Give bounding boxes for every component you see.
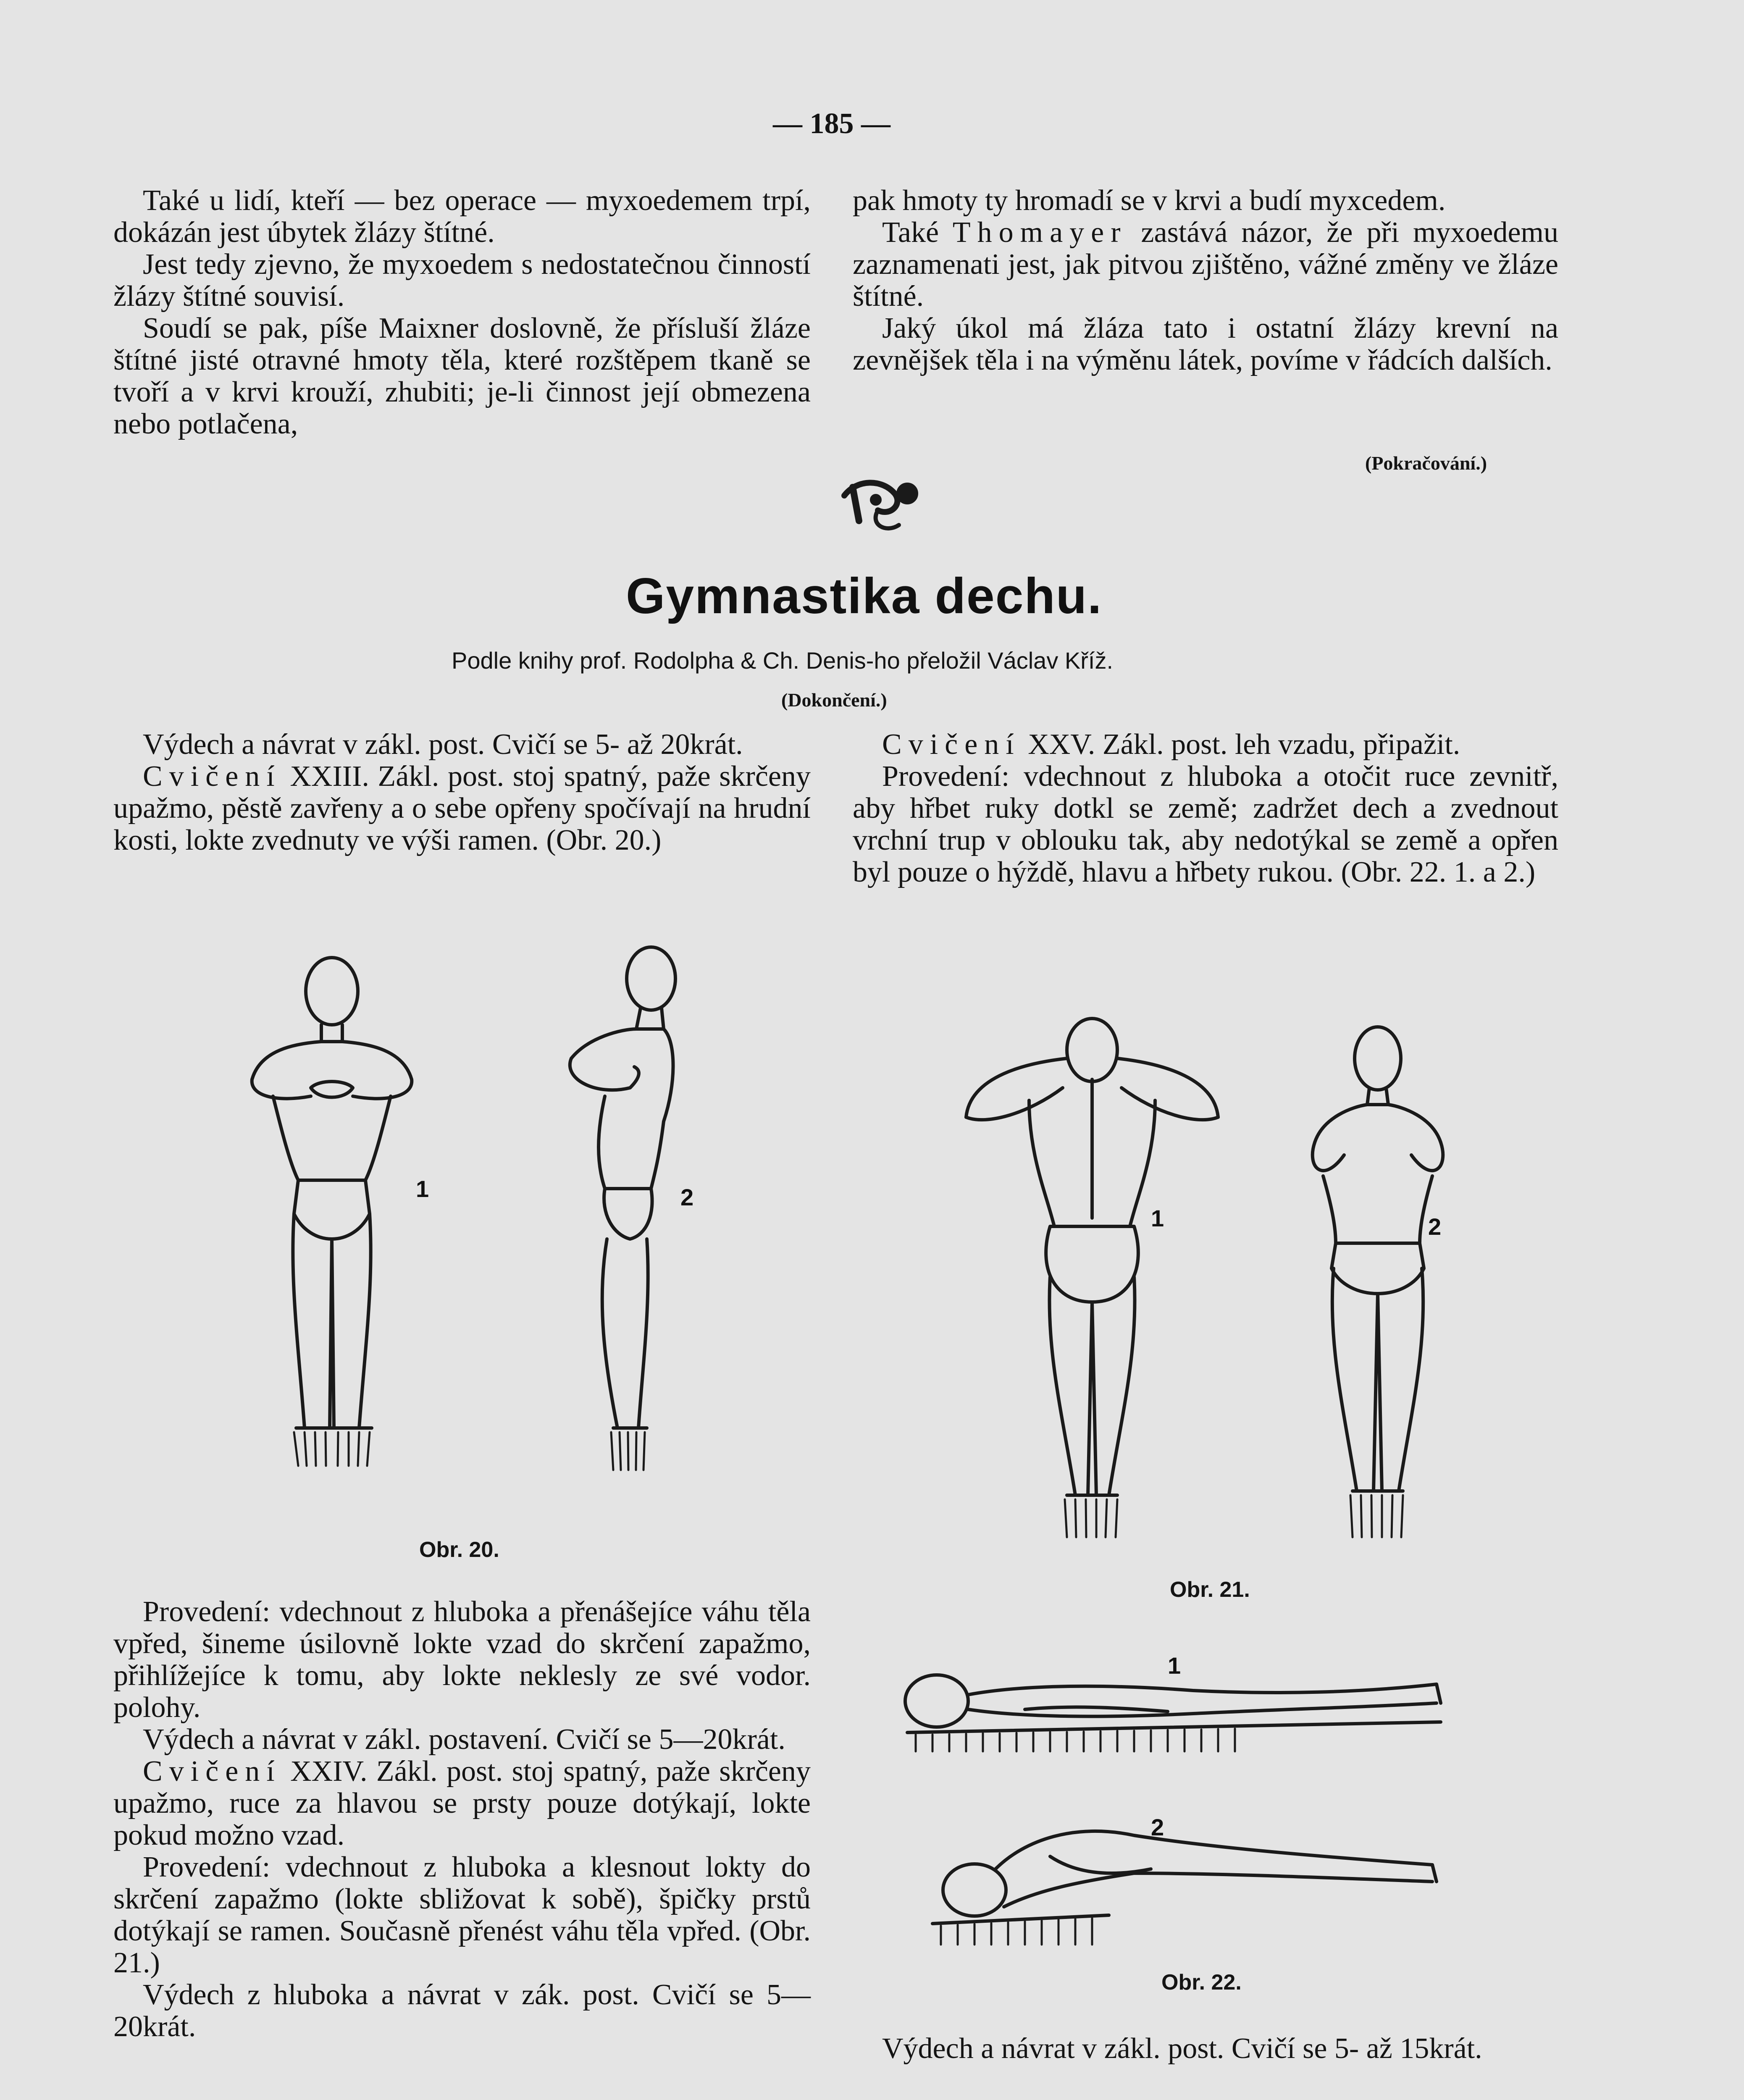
exercise-paragraph: Provedení: vdechnout z hluboka a otočit ruce zevnitř, aby hřbet ruky dotkl se země; zadržet dech a zvednout vrchní trup v oblouku tak, aby nedotýkal se země a opřen byl pouze o hýždě, hlavu a hřbety rukou. (Obr. 22. 1. a 2.) (853, 760, 1558, 888)
right-column-bottom (853, 2033, 1558, 2065)
exercise-label: Cvičení (143, 760, 281, 793)
exercise-paragraph (113, 761, 811, 856)
author-name: Thomayer (952, 216, 1127, 249)
figure-22-label-1: 1 (1168, 1652, 1181, 1679)
figure-21-label-2: 2 (1428, 1213, 1442, 1240)
left-column-bottom (113, 1596, 811, 2043)
figure-22-label-2: 2 (1151, 1814, 1164, 1840)
intro-text: Také (882, 216, 953, 249)
figure-21-illustration (953, 1016, 1479, 1562)
figure-21-label-1: 1 (1151, 1205, 1164, 1231)
intro-right-paragraph: Jaký úkol má žláza tato i ostatní žlázy krevní na zevnějšek těla i na výměnu látek, povíme v řádcích dalších. (853, 312, 1558, 376)
figure-22-arched (932, 1831, 1437, 1945)
figure-21-back-view (966, 1018, 1218, 1537)
intro-right-paragraph: pak hmoty ty hromadí se v krvi a budí myxcedem. (853, 184, 1446, 217)
intro-left-column (113, 185, 811, 440)
exercise-paragraph (853, 729, 1558, 761)
figure-22-lying-flat (905, 1675, 1441, 1751)
exercise-paragraph: Provedení: vdechnout z hluboka a přenášejíce váhu těla vpřed, šineme úsilovně lokte vzad do skrčení zapažmo, přihlížejíce k tomu, aby lokte neklesly ze své vodor. polohy. (113, 1596, 811, 1724)
exercise-paragraph: Výdech a návrat v zákl. postavení. Cvičí se 5—20krát. (143, 1723, 785, 1756)
right-column-top (853, 729, 1558, 888)
continued-note: (Pokračování.) (1365, 452, 1487, 474)
figure-21-front-view (1313, 1027, 1443, 1537)
intro-text: zastává názor, že při myxoedemu zaznamenati jest, jak pitvou zjištěno, vážné změny ve žláze štítné. (853, 216, 1558, 312)
exercise-paragraph: Výdech a návrat v zákl. post. Cvičí se 5- až 15krát. (882, 2032, 1482, 2065)
exercise-text: XXIV. Zákl. post. stoj spatný, paže skrčeny upažmo, ruce za hlavou se prsty pouze dotýkají, lokte pokud možno vzad. (113, 1755, 811, 1851)
figure-21-caption: Obr. 21. (1170, 1578, 1250, 1602)
figure-20-label-2: 2 (680, 1184, 694, 1210)
article-title: Gymnastika dechu. (626, 568, 1103, 624)
left-column-top (113, 729, 811, 856)
figure-20-illustration (227, 945, 731, 1533)
figure-20-front-view (252, 958, 412, 1466)
exercise-text: XXV. Zákl. post. leh vzadu, připažit. (1020, 728, 1460, 761)
exercise-paragraph: Výdech a návrat v zákl. post. Cvičí se 5- až 20krát. (143, 728, 743, 761)
page-number: — 185 — (773, 108, 890, 140)
intro-right-column (853, 185, 1558, 376)
figure-20-label-1: 1 (416, 1176, 429, 1202)
article-byline: Podle knihy prof. Rodolpha & Ch. Denis-ho přeložil Václav Kříž. (452, 647, 1113, 674)
fleuron-ornament (836, 470, 928, 538)
figure-22-illustration (899, 1652, 1466, 1957)
exercise-label: Cvičení (143, 1755, 281, 1788)
article-status: (Dokončení.) (781, 689, 887, 711)
exercise-paragraph: Výdech z hluboka a návrat v zák. post. Cvičí se 5—20krát. (113, 1979, 811, 2043)
intro-left-paragraph: Také u lidí, kteří — bez operace — myxoedemem trpí, dokázán jest úbytek žlázy štítné. (113, 184, 811, 249)
figure-20-caption: Obr. 20. (419, 1538, 499, 1562)
intro-left-paragraph: Jest tedy zjevno, že myxoedem s nedostatečnou činností žlázy štítné souvisí. (113, 248, 811, 312)
figure-20-side-view (570, 947, 675, 1470)
exercise-paragraph (113, 1756, 811, 1851)
exercise-paragraph: Provedení: vdechnout z hluboka a klesnout lokty do skrčení zapažmo (lokte sbližovat k sobě), špičky prstů dotýkají se ramen. Současně přenést váhu těla vpřed. (Obr. 21.) (113, 1851, 811, 1979)
figure-22-caption: Obr. 22. (1161, 1970, 1242, 1995)
exercise-label: Cvičení (882, 728, 1021, 761)
intro-left-paragraph: Soudí se pak, píše Maixner doslovně, že přísluší žláze štítné jisté otravné hmoty těla, které rozštěpem tkaně se tvoří a v krvi krouží, zhubiti; je-li činnost její obmezena nebo potlačena, (113, 312, 811, 440)
exercise-text: XXIII. Zákl. post. stoj spatný, paže skrčeny upažmo, pěstě zavřeny a o sebe opřeny spočívají na hrudní kosti, lokte zvednuty ve výši ramen. (Obr. 20.) (113, 760, 811, 856)
intro-right-paragraph (853, 217, 1558, 312)
